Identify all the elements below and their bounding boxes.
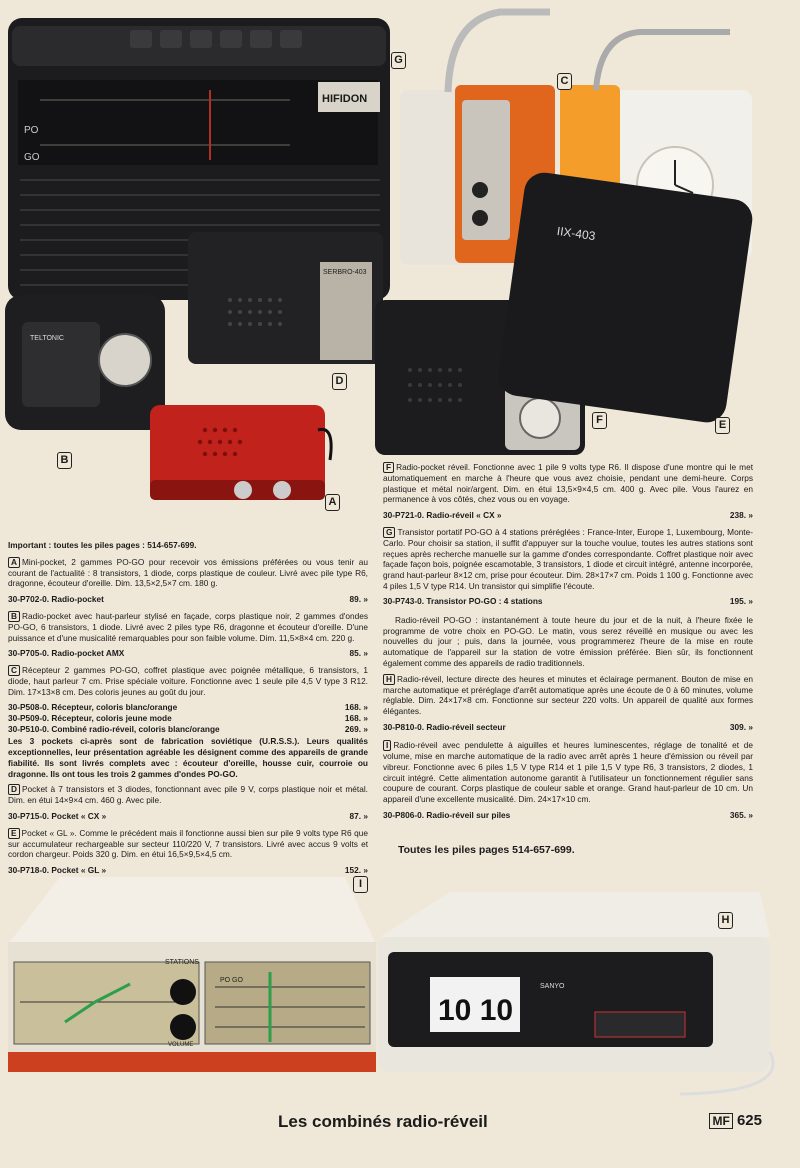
item-a-text: Mini-pocket, 2 gammes PO-GO pour recevoir vos émissions préférées ou vous tenir au courant de l'actualité : 8 transistors, 1 diode, corps plastique de couleur. Livré avec pile type R6, dragonne, écouteur d'oreille. Dim. 13,5×2,5×7 cm. 180 g. (8, 556, 368, 589)
clock-radio-i-knob-label: VOLUME (168, 1042, 194, 1048)
ref-row (8, 702, 368, 713)
ref-price: 168. » (344, 713, 368, 724)
ref-price: 238. » (729, 510, 753, 521)
photo-label-a: A (325, 494, 340, 511)
item-d-text: Pocket à 7 transistors et 3 diodes, fonctionnant avec pile 9 V, corps plastique noir et métal. Dim. en étui 14×9×4 cm. 460 g. Avec pile. (8, 784, 368, 806)
item-letter-d: D (8, 784, 20, 795)
photo-label-g: G (391, 52, 406, 69)
item-letter-i: I (383, 740, 391, 751)
ref-code: 30-P510-0. Combiné radio-réveil, coloris blanc/orange (8, 723, 220, 734)
ref-price: 309. » (729, 721, 753, 732)
page-number-value: 625 (736, 1112, 762, 1129)
radios-illustration (0, 0, 800, 515)
ref-code: 30-P715-0. Pocket « CX » (8, 810, 107, 821)
left-column (8, 540, 368, 876)
ref-code: 30-P806-0. Radio-réveil sur piles (383, 809, 511, 820)
photo-label-c: C (557, 73, 572, 90)
photo-label-f: F (592, 412, 607, 429)
right-column (383, 462, 753, 821)
ref-row (383, 510, 753, 521)
photo-label-d: D (332, 373, 347, 390)
ref-row (8, 594, 368, 605)
photo-label-i: I (353, 876, 368, 893)
item-i (383, 740, 753, 820)
ref-row (8, 724, 368, 735)
item-letter-b: B (8, 611, 20, 622)
photo-label-h: H (718, 912, 733, 929)
item-letter-c: C (8, 665, 20, 676)
photo-label-e: E (715, 417, 730, 434)
item-b-text: Radio-pocket avec haut-parleur stylisé en façade, corps plastique noir, 2 gammes d'ondes PO-GO, 6 transistors, 1 diode. Livré avec 2 piles type R6, dragonne et écouteur d'oreille. D'une puissance et d'une musicalité remarquables pour son faible volume. Dim. 11,5×8×4 cm. 220 g. (8, 610, 368, 643)
soviet-note: Les 3 pockets ci-après sont de fabrication soviétique (U.R.S.S.). Leurs qualités exceptionnelles, leur présentation agréable les désignent comme des appareils de grande fiabilité. Ils sont livrés complets avec : écouteur d'oreille, housse cuir, courroie ou dragonne. Ils ont tous les trois 2 gammes d'ondes PO-GO. (8, 736, 368, 779)
all-piles-note: Toutes les piles pages 514-657-699. (398, 844, 575, 856)
item-letter-f: F (383, 462, 394, 473)
item-a (8, 557, 368, 605)
clock-radio-i-top-label: STATIONS (165, 959, 199, 966)
radio-d-brand: SERBRO-403 (323, 269, 367, 276)
item-letter-a: A (8, 557, 20, 568)
clock-radio-h-brand: SANYO (540, 983, 565, 990)
radio-b-brand: TELTONIC (30, 335, 64, 342)
item-f-text: Radio-pocket réveil. Fonctionne avec 1 pile 9 volts type R6. Il dispose d'une montre qui le met automatiquement en marche à l'heure que vous avez choisie, pendant une demi-heure. Corps plastique et métal noir/argent. Dim. en étui 13,5×9×4,5 cm. 400 g. Avec pile. Vous l'aurez en permanence à vos côtés, chez vous ou en voyage. (383, 462, 753, 505)
item-h (383, 674, 753, 733)
item-i-text: Radio-réveil avec pendulette à aiguilles et heures luminescentes, réglage de tonalité et de volume, mise en marche automatique de la radio avec arrêt après 1 heure d'émission ou réveil par vibreur. Fonctionne avec 6 piles 1,5 V type R14 et 1 pile 1,5 V type R6, 3 transistors, 2 diodes, 1 circuit intégré. Cette alimentation autonome garantit à l'utilisateur un fonctionnement régulier sans coupure de courant. Corps plastique de couleur sable et orange. Grand haut-parleur de 10 cm. Un appareil d'une excellente musicalité. Dim. 24×17×10 cm. (383, 740, 753, 805)
ref-price: 195. » (729, 596, 753, 607)
ref-price: 269. » (344, 723, 368, 734)
page-number (709, 1112, 762, 1129)
radio-g-band-po: PO (24, 125, 39, 136)
clock-radios-illustration (0, 862, 800, 1107)
clock-radio-h (378, 892, 773, 1094)
ref-price: 152. » (344, 865, 368, 876)
item-c-text: Récepteur 2 gammes PO-GO, coffret plastique avec poignée métallique, 6 transistors, 1 diode, haut parleur 7 cm. Prise spéciale voiture. Fonctionne avec 1 seule pile 4,5 V type 3 R12. Dim. 17×13×8 cm. Des coloris jeunes au goût du jour. (8, 664, 368, 697)
item-letter-h: H (383, 674, 395, 685)
important-note: Important : toutes les piles pages : 514-657-699. (8, 540, 197, 550)
ref-code: 30-P743-0. Transistor PO-GO : 4 stations (383, 596, 543, 607)
ref-row (383, 810, 753, 821)
product-photo-top (0, 0, 800, 515)
ref-price: 87. » (349, 810, 368, 821)
radio-e-brand: IIX-403 (555, 223, 597, 244)
ref-code: 30-P721-0. Radio-réveil « CX » (383, 510, 502, 521)
ref-code: 30-P705-0. Radio-pocket AMX (8, 648, 125, 659)
ref-code: 30-P718-0. Pocket « GL » (8, 865, 107, 876)
item-e-text: Pocket « GL ». Comme le précédent mais il fonctionne aussi bien sur pile 9 volts type R6 que sur accumulateur rechargeable sur secteur 110/220 V, 7 transistors. Livré avec accus 9 volts et cordon chargeur. Poids 320 g. Dim. en étui 16,5×9,5×4,5 cm. (8, 827, 368, 860)
page-footer-title: Les combinés radio-réveil (278, 1112, 488, 1131)
product-photo-bottom (0, 862, 800, 1107)
item-h-text: Radio-réveil, lecture directe des heures et minutes et éclairage permanent. Bouton de mise en marche automatique et préréglage d'arrêt automatique après une écoute de 0 à 60 minutes, volume réglable. Dim. 24×17×8 cm. Fonctionne sur secteur 220 volts. Un appareil de qualité aux formes élégantes. (383, 673, 753, 716)
photo-label-b: B (57, 452, 72, 469)
ref-price: 365. » (729, 809, 753, 820)
reveil-intro: Radio-réveil PO-GO : instantanément à toute heure du jour et de la nuit, à l'heure fixée le programme de votre choix en PO-GO. Le matin, vous serez réveillé en musique ou avec les nouvelles du jour ; puis, dans la journée, vous programmerez l'heure de la mise en route automatique de l'appareil sur la station de votre émission préférée. Bien sûr, ils fonctionnent également comme des appareils de radio traditionnels. (383, 615, 753, 668)
radio-b (5, 295, 165, 430)
item-f (383, 462, 753, 521)
radio-g-brand: HIFIDON (322, 93, 368, 105)
item-g (383, 527, 753, 607)
item-g-text: Transistor portatif PO-GO à 4 stations préréglées : France-Inter, Europe 1, Luxembourg, Monte-Carlo. Pour choisir sa station, il suffit d'appuyer sur la touche voulue, toutes les autres stations sont reçues après recherche manuelle sur la gamme d'ondes correspondante. Coffret plastique noir avec façade façon bois, poignée escamotable, 3 transistors, 1 diode et circuit intégré, antenne incorporée, grand haut-parleur 8×12 cm, prise pour écouteur. Dim. 28×17×7 cm. Poids 1 100 g. Fonctionne avec 4 piles 1,5 V type R14. Un transistor qui simplifie l'écoute. (383, 526, 753, 591)
radio-e (496, 170, 755, 425)
clock-radio-i-scale-label: PO GO (220, 977, 243, 984)
ref-code: 30-P508-0. Récepteur, coloris blanc/orange (8, 702, 178, 713)
ref-code: 30-P810-0. Radio-réveil secteur (383, 721, 506, 732)
ref-row (8, 811, 368, 822)
radio-d (188, 232, 383, 364)
item-letter-e: E (8, 828, 20, 839)
ref-code: 30-P702-0. Radio-pocket (8, 594, 104, 605)
ref-row (383, 596, 753, 607)
ref-price: 89. » (349, 594, 368, 605)
ref-code: 30-P509-0. Récepteur, coloris jeune mode (8, 713, 172, 724)
ref-price: 85. » (349, 648, 368, 659)
radio-a (150, 405, 331, 500)
clock-radio-h-time: 10 10 (438, 994, 514, 1027)
item-b (8, 611, 368, 659)
catalog-logo: MF (709, 1113, 732, 1129)
item-d (8, 784, 368, 821)
ref-row (8, 713, 368, 724)
clock-radio-i (8, 877, 376, 1072)
ref-row (383, 722, 753, 733)
ref-row (8, 648, 368, 659)
item-letter-g: G (383, 527, 395, 538)
item-c (8, 665, 368, 735)
radio-g-band-go: GO (24, 152, 40, 163)
ref-price: 168. » (344, 702, 368, 713)
